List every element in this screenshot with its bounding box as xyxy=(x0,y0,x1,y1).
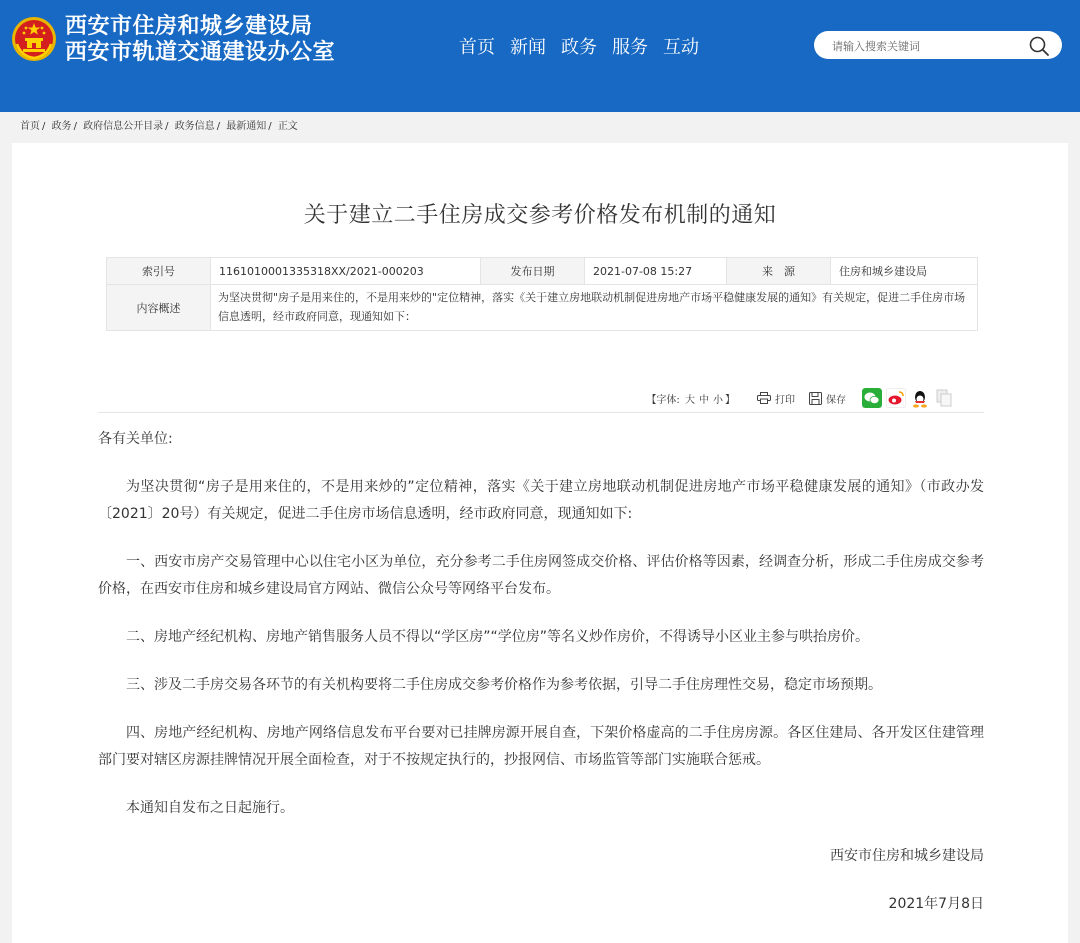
nav-government-affairs[interactable]: 政务 xyxy=(561,37,597,58)
search-input[interactable] xyxy=(830,36,1024,56)
summary-value: 为坚决贯彻"房子是用来住的，不是用来炒的"定位精神，落实《关于建立房地联动机制促进房地产市场平稳健康发展的通知》有关规定，促进二手住房市场信息透明，经市政府同意，现通知如下： xyxy=(211,285,978,331)
breadcrumb-separator: / xyxy=(73,121,77,132)
main-nav xyxy=(459,37,699,59)
site-name xyxy=(65,14,335,66)
article-salutation: 各有关单位: xyxy=(98,431,173,447)
breadcrumb-latest-notices[interactable]: 最新通知 xyxy=(226,121,267,132)
font-size-small[interactable]: 小 xyxy=(713,394,723,406)
nav-home[interactable]: 首页 xyxy=(459,37,495,58)
font-size-medium[interactable]: 中 xyxy=(699,394,709,406)
font-size-switcher xyxy=(646,391,735,406)
article-paragraph: 一、西安市房产交易管理中心以住宅小区为单位，充分参考二手住房网签成交价格、评估价格等因素，经调查分析，形成二手住房成交参考价格，在西安市住房和城乡建设局官方网站、微信公众号等网络平台发布。 xyxy=(98,554,984,597)
copy-link-icon[interactable] xyxy=(934,388,954,408)
article-paragraph: 本通知自发布之日起施行。 xyxy=(126,800,294,816)
site-name-line2: 西安市轨道交通建设办公室 xyxy=(65,40,336,65)
breadcrumb-separator: / xyxy=(165,121,169,132)
breadcrumb-current: 正文 xyxy=(277,121,298,132)
save-disk-icon xyxy=(809,392,822,405)
nav-services[interactable]: 服务 xyxy=(612,37,648,58)
index-label: 索引号 xyxy=(107,258,211,285)
article-signature: 西安市住房和城乡建设局 xyxy=(830,848,984,864)
breadcrumb xyxy=(20,120,298,134)
meta-row xyxy=(107,285,978,331)
wechat-share-icon[interactable] xyxy=(862,388,882,408)
article-paragraph: 三、涉及二手房交易各环节的有关机构要将二手住房成交参考价格作为参考依据，引导二手住房理性交易，稳定市场预期。 xyxy=(126,677,882,693)
breadcrumb-home[interactable]: 首页 xyxy=(20,121,40,132)
search-box xyxy=(814,31,1062,59)
print-label: 打印 xyxy=(775,394,795,406)
article-toolbar xyxy=(98,388,984,413)
site-name-line1: 西安市住房和城乡建设局 xyxy=(65,14,313,39)
date-label: 发布日期 xyxy=(481,258,585,285)
article-date: 2021年7月8日 xyxy=(888,896,984,912)
qq-share-icon[interactable] xyxy=(910,388,930,408)
breadcrumb-separator: / xyxy=(42,121,46,132)
index-value: 1161010001335318XX/2021-000203 xyxy=(211,258,481,285)
article-paragraph: 二、房地产经纪机构、房地产销售服务人员不得以“学区房”“学位房”等名义炒作房价，不得诱导小区业主参与哄抬房价。 xyxy=(126,629,870,645)
breadcrumb-separator: / xyxy=(268,121,272,132)
breadcrumb-separator: / xyxy=(216,121,221,132)
nav-interaction[interactable]: 互动 xyxy=(663,37,699,58)
nav-news[interactable]: 新闻 xyxy=(510,37,546,58)
font-size-large[interactable]: 大 xyxy=(685,394,695,406)
source-label: 来 源 xyxy=(727,258,831,285)
date-value: 2021-07-08 15:27 xyxy=(585,258,727,285)
save-label: 保存 xyxy=(826,394,846,406)
toolbar-actions xyxy=(646,388,954,408)
breadcrumb-government-info[interactable]: 政务信息 xyxy=(174,121,215,132)
site-header xyxy=(0,0,1080,112)
weibo-share-icon[interactable] xyxy=(886,388,906,408)
meta-row xyxy=(107,258,978,285)
font-size-prefix: 【字体: xyxy=(646,394,680,406)
national-emblem-icon xyxy=(11,16,57,62)
printer-icon xyxy=(757,392,771,404)
search-icon[interactable] xyxy=(1028,35,1050,57)
summary-label: 内容概述 xyxy=(107,285,211,331)
breadcrumb-government[interactable]: 政务 xyxy=(51,121,72,132)
font-size-suffix: 】 xyxy=(725,394,735,406)
article-paragraph: 四、房地产经纪机构、房地产网络信息发布平台要对已挂牌房源开展自查，下架价格虚高的二手住房房源。各区住建局、各开发区住建管理部门要对辖区房源挂牌情况开展全面检查，对于不按规定执行的，抄报网信、市场监管等部门实施联合惩戒。 xyxy=(98,725,984,768)
source-value: 住房和城乡建设局 xyxy=(831,258,978,285)
print-button[interactable] xyxy=(757,391,795,406)
article-body xyxy=(98,426,984,918)
breadcrumb-disclosure-catalog[interactable]: 政府信息公开目录 xyxy=(83,121,164,132)
article-meta-table xyxy=(106,257,978,331)
article-title: 关于建立二手住房成交参考价格发布机制的通知 xyxy=(303,203,777,228)
save-button[interactable] xyxy=(809,391,846,406)
article-paragraph: 为坚决贯彻“房子是用来住的，不是用来炒的”定位精神，落实《关于建立房地联动机制促进房地产市场平稳健康发展的通知》（市政办发〔2021〕20号）有关规定，促进二手住房市场信息透明，经市政府同意，现通知如下: xyxy=(98,479,984,522)
